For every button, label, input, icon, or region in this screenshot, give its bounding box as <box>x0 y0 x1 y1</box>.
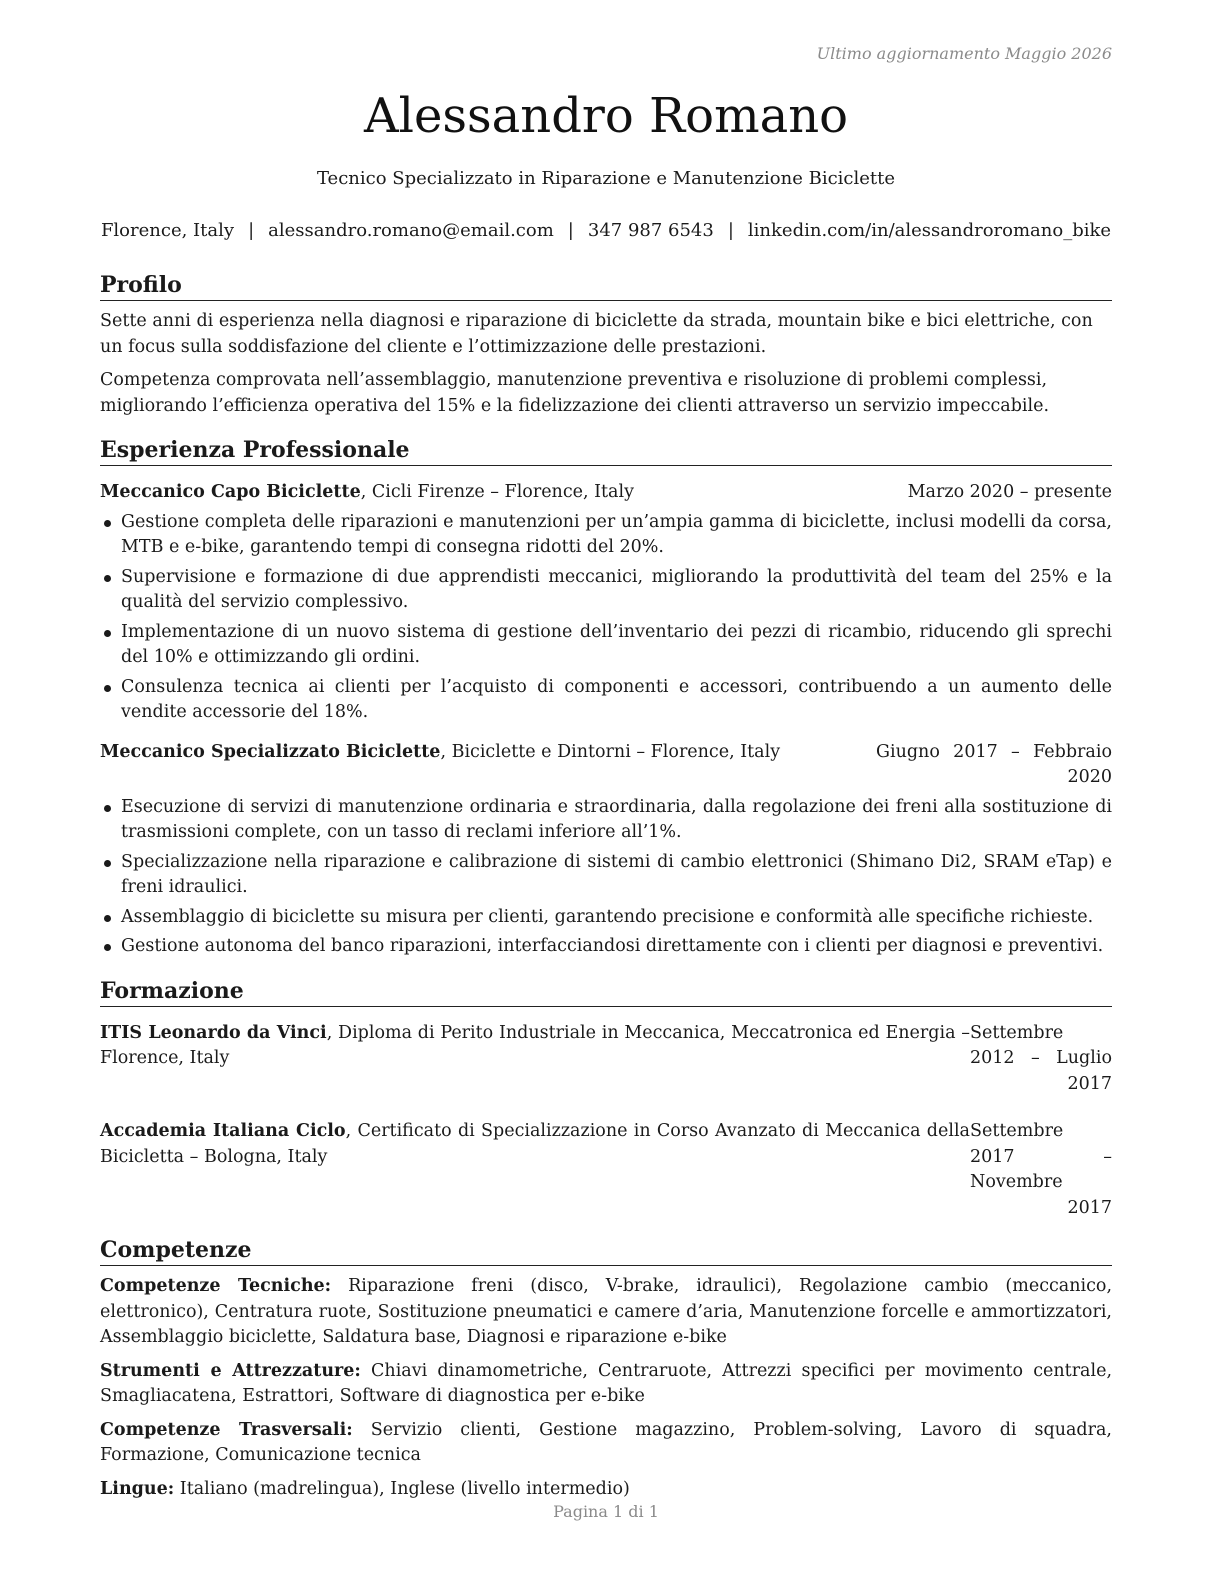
education-section <box>100 976 1112 1222</box>
skill-label: Strumenti e Attrezzature: <box>100 1360 361 1381</box>
job-role: Meccanico Specializzato Biciclette <box>100 741 441 762</box>
job-company: , Cicli Firenze – Florence, Italy <box>360 482 634 502</box>
last-updated: Ultimo aggiornamento Maggio 2026 <box>816 44 1112 63</box>
job-bullet: Esecuzione di servizi di manutenzione ordinaria e straordinaria, dalla regolazione dei freni alla sostituzione di trasmissioni complete, con un tasso di reclami inferiore all’1%. <box>100 795 1112 846</box>
education-school: ITIS Leonardo da Vinci <box>100 1022 327 1043</box>
education-dates: Settembre 2012 – Luglio 2017 <box>970 1022 1112 1094</box>
skill-text: Riparazione freni (disco, V-brake, idraulici), Regolazione cambio (meccanico, elettronico), Centratura ruote, Sostituzione pneumatici e camere d’aria, Manutenzione forcelle e ammortizzatori, Assemblaggio biciclette, Saldatura base, Diagnosi e riparazione e-bike <box>100 1276 1113 1347</box>
skill-text: Italiano (madrelingua), Inglese (livello intermedio) <box>174 1478 630 1499</box>
job-entry <box>100 480 1112 726</box>
job-bullet: Gestione completa delle riparazioni e manutenzioni per un’ampia gamma di biciclette, inclusi modelli da corsa, MTB e e-bike, garantendo tempi di consegna ridotti del 20%. <box>100 510 1112 561</box>
contact-phone[interactable]: 347 987 6543 <box>587 220 714 241</box>
skill-label: Lingue: <box>100 1478 175 1499</box>
profile-section <box>100 270 1112 419</box>
contact-separator: | <box>567 220 574 241</box>
experience-section <box>100 435 1112 960</box>
job-header <box>100 480 1112 506</box>
job-header <box>100 740 1112 791</box>
candidate-title: Tecnico Specializzato in Riparazione e Manutenzione Biciclette <box>316 168 896 189</box>
education-dates: Settembre 2017 – Novembre 2017 <box>970 1121 1112 1218</box>
profile-paragraph: Sette anni di esperienza nella diagnosi e riparazione di biciclette da strada, mountain bike e bici elettriche, con un focus sulla soddisfazione del cliente e l’ottimizzazione delle prestazioni. <box>100 311 1093 357</box>
contact-location: Florence, Italy <box>100 220 235 241</box>
job-role: Meccanico Capo Biciclette <box>100 482 361 502</box>
skill-group <box>100 1359 1112 1410</box>
job-bullet: Assemblaggio di biciclette su misura per clienti, garantendo precisione e conformità alle specifiche richieste. <box>100 905 1112 931</box>
page-number: Pagina 1 di 1 <box>553 1502 659 1521</box>
contact-separator: | <box>248 220 255 241</box>
job-bullet: Implementazione di un nuovo sistema di gestione dell’inventario dei pezzi di ricambio, riducendo gli sprechi del 10% e ottimizzando gli ordini. <box>100 620 1112 671</box>
skill-label: Competenze Tecniche: <box>100 1276 332 1296</box>
resume-content <box>100 270 1112 1516</box>
job-bullet: Gestione autonoma del banco riparazioni, interfacciandosi direttamente con i clienti per diagnosi e preventivi. <box>100 934 1112 960</box>
education-detail: , Diploma di Perito Industriale in Meccanica, Meccatronica ed Energia – Florence, Italy <box>100 1022 971 1068</box>
contact-line <box>88 218 1124 244</box>
resume-page <box>100 0 1112 1584</box>
profile-paragraph: Competenza comprovata nell’assemblaggio, manutenzione preventiva e risoluzione di problemi complessi, migliorando l’efficienza operativa del 15% e la fidelizzazione dei clienti attraverso un servizio impeccabile. <box>100 370 1050 416</box>
skill-group <box>100 1477 1112 1503</box>
section-heading-education: Formazione <box>100 976 1112 1007</box>
candidate-name: Alessandro Romano <box>363 88 849 144</box>
job-bullets <box>100 510 1112 726</box>
skills-section <box>100 1235 1112 1502</box>
education-entry <box>100 1021 1112 1098</box>
contact-separator: | <box>727 220 734 241</box>
contact-linkedin[interactable]: linkedin.com/in/alessandroromano_bike <box>747 220 1112 241</box>
job-bullet: Specializzazione nella riparazione e calibrazione di sistemi di cambio elettronici (Shimano Di2, SRAM eTap) e freni idraulici. <box>100 850 1112 901</box>
skill-group <box>100 1418 1112 1469</box>
education-detail: , Certificato di Specializzazione in Corso Avanzato di Meccanica della Bicicletta – Bologna, Italy <box>100 1121 970 1167</box>
job-bullet: Supervisione e formazione di due apprendisti meccanici, migliorando la produttività del team del 25% e la qualità del servizio complessivo. <box>100 565 1112 616</box>
job-entry <box>100 740 1112 960</box>
skill-text: Chiavi dinamometriche, Centraruote, Attrezzi specifici per movimento centrale, Smagliacatena, Estrattori, Software di diagnostica per e-bike <box>100 1360 1113 1406</box>
job-bullets <box>100 795 1112 960</box>
section-heading-skills: Competenze <box>100 1235 1112 1266</box>
skill-text: Servizio clienti, Gestione magazzino, Problem-solving, Lavoro di squadra, Formazione, Comunicazione tecnica <box>100 1419 1112 1465</box>
contact-email[interactable]: alessandro.romano@email.com <box>268 220 554 241</box>
skill-group <box>100 1274 1112 1351</box>
education-school: Accademia Italiana Ciclo <box>100 1121 346 1141</box>
job-bullet: Consulenza tecnica ai clienti per l’acquisto di componenti e accessori, contribuendo a un aumento delle vendite accessorie del 18%. <box>100 675 1112 726</box>
skill-label: Competenze Trasversali: <box>100 1419 353 1440</box>
section-heading-experience: Esperienza Professionale <box>100 435 1112 466</box>
job-dates: Giugno 2017 – Febbraio 2020 <box>876 741 1112 787</box>
job-company: , Biciclette e Dintorni – Florence, Italy <box>440 741 781 762</box>
education-entry <box>100 1119 1112 1221</box>
job-dates: Marzo 2020 – presente <box>907 482 1112 502</box>
section-heading-profile: Profilo <box>100 270 1112 301</box>
